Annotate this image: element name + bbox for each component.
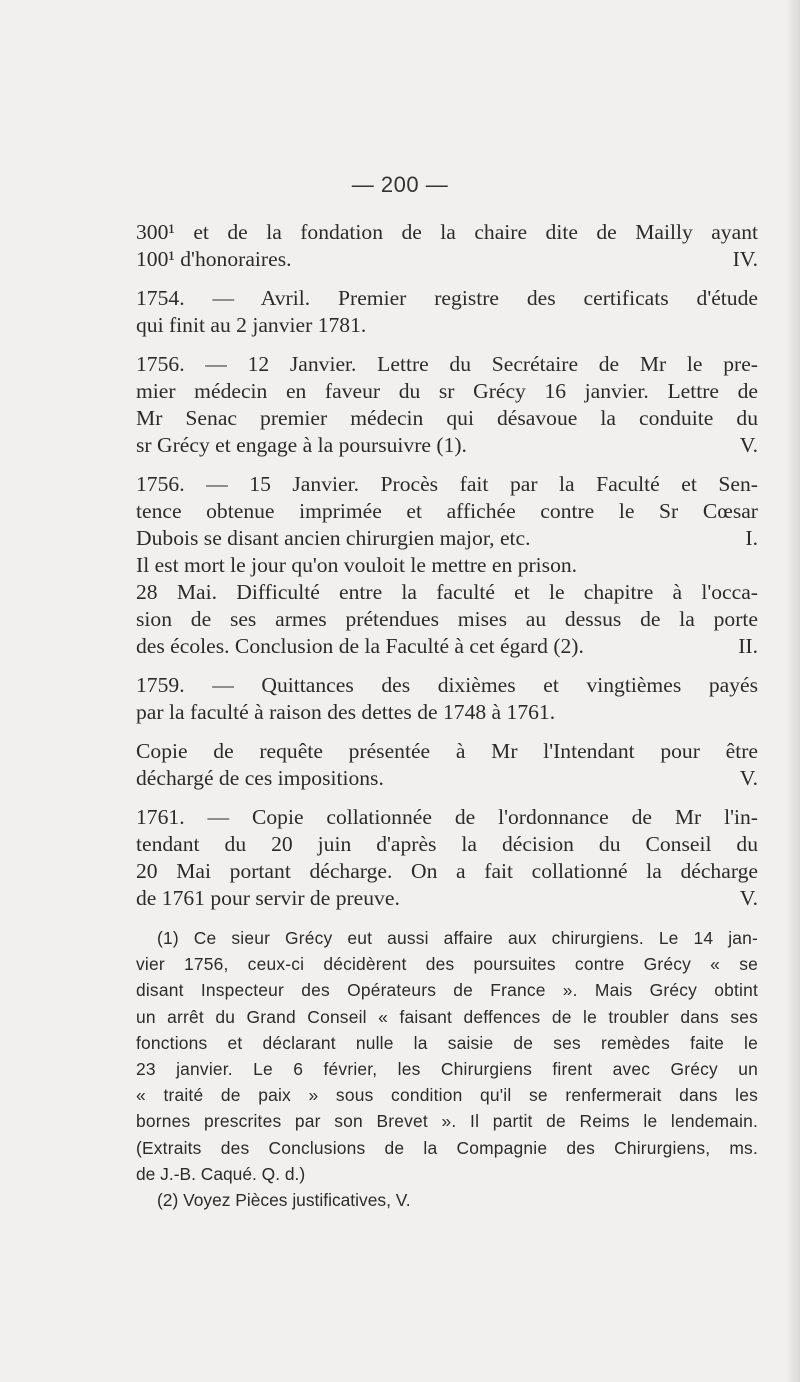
body-text <box>136 219 758 924</box>
text-line: tendant du 20 juin d'après la décision du Conseil du <box>136 832 758 856</box>
text-line: 20 Mai portant décharge. On a fait collationné la décharge <box>136 859 758 883</box>
text-line: Il est mort le jour qu'on vouloit le mettre en prison. <box>136 553 578 577</box>
archive-reference: I. <box>745 526 758 550</box>
register-entry <box>136 285 758 339</box>
text-line <box>136 765 758 792</box>
text-line: 300¹ et de la fondation de la chaire dite de Mailly ayant <box>136 220 758 244</box>
text-line: (1) Ce sieur Grécy eut aussi affaire aux chirurgiens. Le 14 jan- <box>157 928 758 948</box>
archive-reference: IV. <box>732 247 758 271</box>
archive-reference: V. <box>739 766 758 790</box>
register-entry <box>136 471 758 579</box>
footnotes <box>136 925 758 1213</box>
text-line: 1756. — 12 Janvier. Lettre du Secrétaire de Mr le pre- <box>136 352 758 376</box>
text-line: qui finit au 2 janvier 1781. <box>136 313 367 337</box>
line-text: de 1761 pour servir de preuve. <box>136 886 400 910</box>
text-line: Copie de requête présentée à Mr l'Intendant pour être <box>136 739 758 763</box>
line-text: des écoles. Conclusion de la Faculté à cet égard (2). <box>136 634 584 658</box>
line-text: 100¹ d'honoraires. <box>136 247 292 271</box>
footnote <box>136 1187 758 1213</box>
footnote <box>136 925 758 1187</box>
text-line <box>136 525 758 552</box>
register-entry <box>136 219 758 273</box>
archive-reference: V. <box>739 433 758 457</box>
text-line <box>136 885 758 912</box>
text-line: de J.-B. Caqué. Q. d.) <box>136 1163 306 1184</box>
line-text: sr Grécy et engage à la poursuivre (1). <box>136 433 467 457</box>
text-line <box>136 432 758 459</box>
text-line: 1754. — Avril. Premier registre des certificats d'étude <box>136 286 758 310</box>
text-line: 1761. — Copie collationnée de l'ordonnance de Mr l'in- <box>136 805 758 829</box>
text-line: sion de ses armes prétendues mises au dessus de la porte <box>136 607 758 631</box>
line-text: déchargé de ces impositions. <box>136 766 384 790</box>
text-line: vier 1756, ceux-ci décidèrent des poursuites contre Grécy « se <box>136 954 758 975</box>
text-line: 1759. — Quittances des dixièmes et vingtièmes payés <box>136 673 758 697</box>
text-line: (Extraits des Conclusions de la Compagnie des Chirurgiens, ms. <box>136 1137 758 1158</box>
register-entry <box>136 804 758 912</box>
text-line: bornes prescrites par son Brevet ». Il partit de Reims le lendemain. <box>136 1111 758 1132</box>
text-line <box>136 633 758 660</box>
register-entry <box>136 738 758 792</box>
page-number: — 200 — <box>351 172 449 197</box>
archive-reference: V. <box>739 886 758 910</box>
text-line: Mr Senac premier médecin qui désavoue la conduite du <box>136 406 758 430</box>
text-line: un arrêt du Grand Conseil « faisant deffences de le troubler dans ses <box>136 1006 758 1027</box>
text-line: 1756. — 15 Janvier. Procès fait par la Faculté et Sen- <box>136 472 758 496</box>
line-text: Dubois se disant ancien chirurgien major, etc. <box>136 526 531 550</box>
text-line: « traité de paix » sous condition qu'il se renfermerait dans les <box>136 1085 758 1106</box>
text-line: 28 Mai. Difficulté entre la faculté et le chapitre à l'occa- <box>136 580 758 604</box>
page-edge-shadow <box>786 0 800 1382</box>
text-line: disant Inspecteur des Opérateurs de France ». Mais Grécy obtint <box>136 980 758 1001</box>
text-line: 23 janvier. Le 6 février, les Chirurgiens firent avec Grécy un <box>136 1059 758 1080</box>
text-line: tence obtenue imprimée et affichée contre le Sr Cœsar <box>136 499 758 523</box>
text-line: par la faculté à raison des dettes de 1748 à 1761. <box>136 700 556 724</box>
text-line <box>136 246 758 273</box>
text-line: fonctions et déclarant nulle la saisie de ses remèdes faite le <box>136 1032 758 1053</box>
text-line: (2) Voyez Pièces justificatives, V. <box>157 1190 411 1211</box>
register-entry <box>136 579 758 660</box>
register-entry <box>136 351 758 459</box>
text-line: mier médecin en faveur du sr Grécy 16 janvier. Lettre de <box>136 379 758 403</box>
register-entry <box>136 672 758 726</box>
archive-reference: II. <box>738 634 758 658</box>
